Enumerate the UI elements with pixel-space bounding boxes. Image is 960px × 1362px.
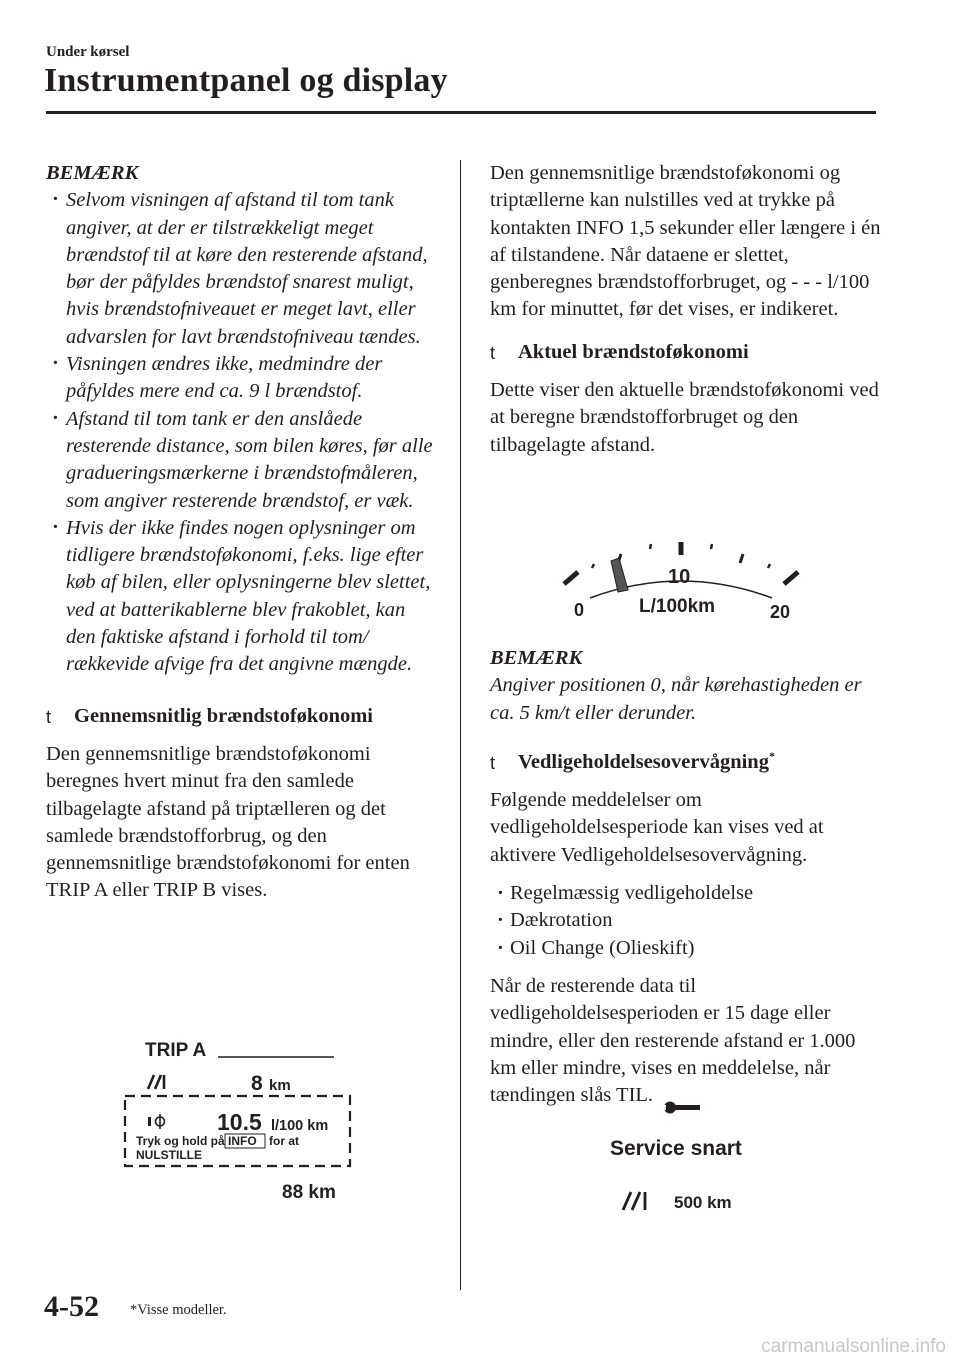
section-heading [490,339,882,366]
distance-icon [623,1192,645,1210]
gauge-tick-minor [740,554,743,563]
section-heading [46,703,438,730]
service-message-figure [600,1092,770,1222]
reset-instruction-suffix: for at [269,1134,299,1148]
heading-text: Gennemsnitlig brændstoføkonomi [74,704,374,727]
list-item: · Dækrotation [490,907,882,934]
wrench-icon [660,1102,700,1114]
heading-marker: t [490,752,496,773]
trip-title: TRIP A [145,1040,207,1061]
watermark: carmanualsonline.info [761,1336,946,1357]
paragraph: Dette viser den aktuelle brændstoføkonomi ved at beregne brændstofforbruget og den tilbagelagte afstand. [490,379,879,456]
heading-marker: t [490,342,496,363]
note-text: Angiver positionen 0, når kørehastigheden er ca. 5 km/t eller derunder. [490,674,862,724]
gauge-tick-minor [592,564,594,568]
range-unit: km [269,1077,291,1094]
fuel-range-icon [148,1075,164,1089]
reset-instruction-prefix: Tryk og hold på [136,1134,225,1148]
trip-display-figure [118,1034,358,1206]
economy-unit: l/100 km [271,1118,329,1134]
gauge-mid-label: 10 [668,566,691,588]
section-heading [490,749,882,776]
gauge-min-label: 0 [574,600,585,620]
heading-marker: t [46,706,52,727]
info-button-label: INFO [228,1134,257,1148]
column-divider [460,160,461,1290]
range-value: 8 [251,1072,263,1095]
right-column-bottom [490,645,882,1109]
note-item: · Afstand til tom tank er den anslåede resterende distance, som bilen køres, før alle gradueringsmærkerne i brændstofmåleren, som angiver resterende brændstof, er væk. [46,406,438,515]
economy-value: 10.5 [217,1109,262,1135]
gauge-tick-minor [768,564,770,568]
reset-instruction-line2: NULSTILLE [136,1148,202,1162]
odometer-reading: 88 km [282,1182,336,1203]
service-distance: 500 km [674,1193,732,1212]
heading-text: Aktuel brændstoføkonomi [518,340,749,363]
fuel-economy-gauge [546,536,816,626]
page-title: Instrumentpanel og display [44,62,448,99]
gauge-max-label: 20 [770,602,791,622]
gauge-tick-major [564,572,578,584]
note-item: · Hvis der ikke findes nogen oplysninger om tidligere brændstoføkonomi, f.eks. lige efter køb af bilen, eller oplysningerne blev slettet, ved at batterikablerne blev frakoblet, kan den faktiske afstand i forhold til tom/ rækkevide afvige fra det angivne mængde. [46,515,438,679]
note-title: BEMÆRK [46,162,139,184]
gauge-tick-minor [650,544,651,549]
paragraph: Når de resterende data til vedligeholdelsesperioden er 15 dage eller mindre, eller den resterende afstand er 1.000 km eller mindre, vises en meddelelse, når tændingen slås TIL. [490,974,856,1107]
note-item: · Visningen ændres ikke, medmindre der påfyldes mere end ca. 9 l brændstof. [46,351,438,406]
list-item: · Oil Change (Olieskift) [490,935,882,962]
paragraph: Den gennemsnitlige brændstoføkonomi beregnes hvert minut fra den samlede tilbagelagte afstand på triptælleren og det samlede brændstofforbrug, og den gennemsnitlige brændstoføkonomi for enten TRIP A eller TRIP B vises. [46,742,410,902]
list-item: · Regelmæssig vedligeholdelse [490,880,882,907]
title-rule [46,111,876,114]
gauge-tick-major [784,572,798,584]
gauge-tick-minor [711,544,712,549]
note-title: BEMÆRK [490,647,583,669]
gauge-unit-label: L/100km [639,596,716,617]
footnote: *Visse modeller. [130,1302,227,1318]
right-column-top [490,160,882,459]
page-number: 4-52 [44,1290,99,1323]
heading-text: Vedligeholdelsesovervågning [518,750,769,773]
gauge-needle [611,558,628,592]
fuel-economy-icon [148,1114,165,1129]
left-column [46,160,438,905]
section-label: Under kørsel [46,44,130,60]
paragraph: Følgende meddelelser om vedligeholdelsesperiode kan vises ved at aktivere Vedligeholdelsesovervågning. [490,789,824,866]
footnote-marker: * [768,749,775,764]
paragraph: Den gennemsnitlige brændstoføkonomi og triptællerne kan nulstilles ved at trykke på kontakten INFO 1,5 sekunder eller længere i én af tilstandene. Når dataene er slettet, genberegnes brændstofforbruget, og - - - l/100 km for minuttet, før det vises, er indikeret. [490,162,881,321]
service-message-text: Service snart [610,1137,742,1160]
note-item: · Selvom visningen af afstand til tom tank angiver, at der er tilstrækkeligt meget brændstof til at køre den resterende afstand, bør der påfyldes brændstof snarest muligt, hvis brændstofniveauet er meget lavt, eller advarslen for lavt brændstofniveau tændes. [46,187,438,351]
